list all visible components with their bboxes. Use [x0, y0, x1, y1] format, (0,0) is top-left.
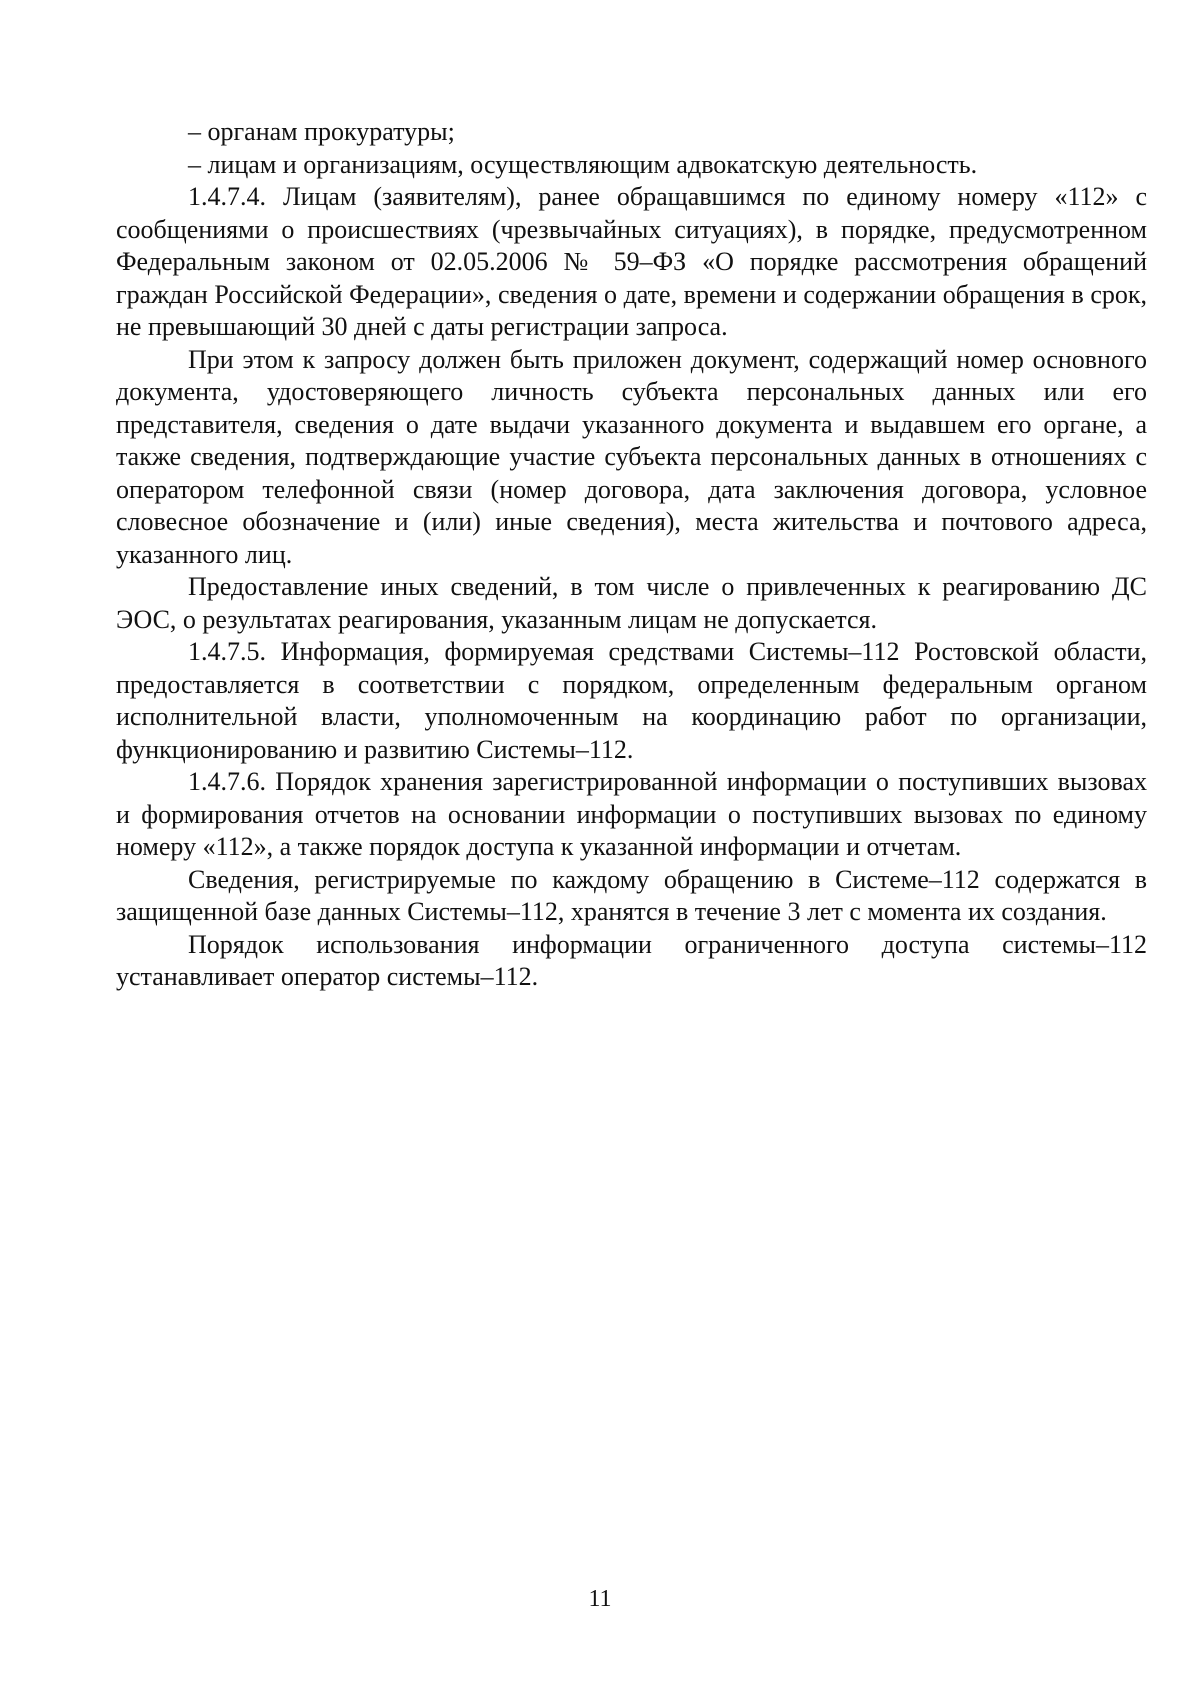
paragraph-1-4-7-5: 1.4.7.5. Информация, формируемая средствами Системы–112 Ростовской области, предоставляется в соответствии с порядком, определенным федеральным органом исполнительной власти, уполномоченным на координацию работ по организации, функционированию и развитию Системы–112. — [116, 637, 1147, 764]
paragraph-request-document: При этом к запросу должен быть приложен документ, содержащий номер основного документа, удостоверяющего личность субъекта персональных данных или его представителя, сведения о дате выдачи указанного документа и выдавшем его органе, а также сведения, подтверждающие участие субъекта персональных данных в отношениях с оператором телефонной связи (номер договора, дата заключения договора, условное словесное обозначение и (или) иные сведения), места жительства и почтового адреса, указанного лиц. — [116, 344, 1147, 569]
paragraph-access-order: Порядок использования информации ограниченного доступа системы–112 устанавливает оператор системы–112. — [116, 929, 1147, 991]
document-body — [116, 116, 1147, 994]
paragraph-1-4-7-6: 1.4.7.6. Порядок хранения зарегистрированной информации о поступивших вызовах и формирования отчетов на основании информации о поступивших вызовах по единому номеру «112», а также порядок доступа к указанной информации и отчетам. — [116, 767, 1147, 861]
paragraph-other-info: Предоставление иных сведений, в том числе о привлеченных к реагированию ДС ЭОС, о результатах реагирования, указанным лицам не допускается. — [116, 572, 1147, 634]
paragraph-lawyers: – лицам и организациям, осуществляющим адвокатскую деятельность. — [188, 149, 978, 179]
paragraph-1-4-7-4: 1.4.7.4. Лицам (заявителям), ранее обращавшимся по единому номеру «112» с сообщениями о происшествиях (чрезвычайных ситуациях), в порядке, предусмотренном Федеральным законом от 02.05.2006 № 59–ФЗ «О порядке рассмотрения обращений граждан Российской Федерации», сведения о дате, времени и содержании обращения в срок, не превышающий 30 дней с даты регистрации запроса. — [116, 182, 1147, 341]
paragraph-prosecutors: – органам прокуратуры; — [188, 117, 455, 146]
page-number: 11 — [588, 1586, 612, 1612]
paragraph-storage: Сведения, регистрируемые по каждому обращению в Системе–112 содержатся в защищенной базе данных Системы–112, хранятся в течение 3 лет с момента их создания. — [116, 864, 1147, 926]
